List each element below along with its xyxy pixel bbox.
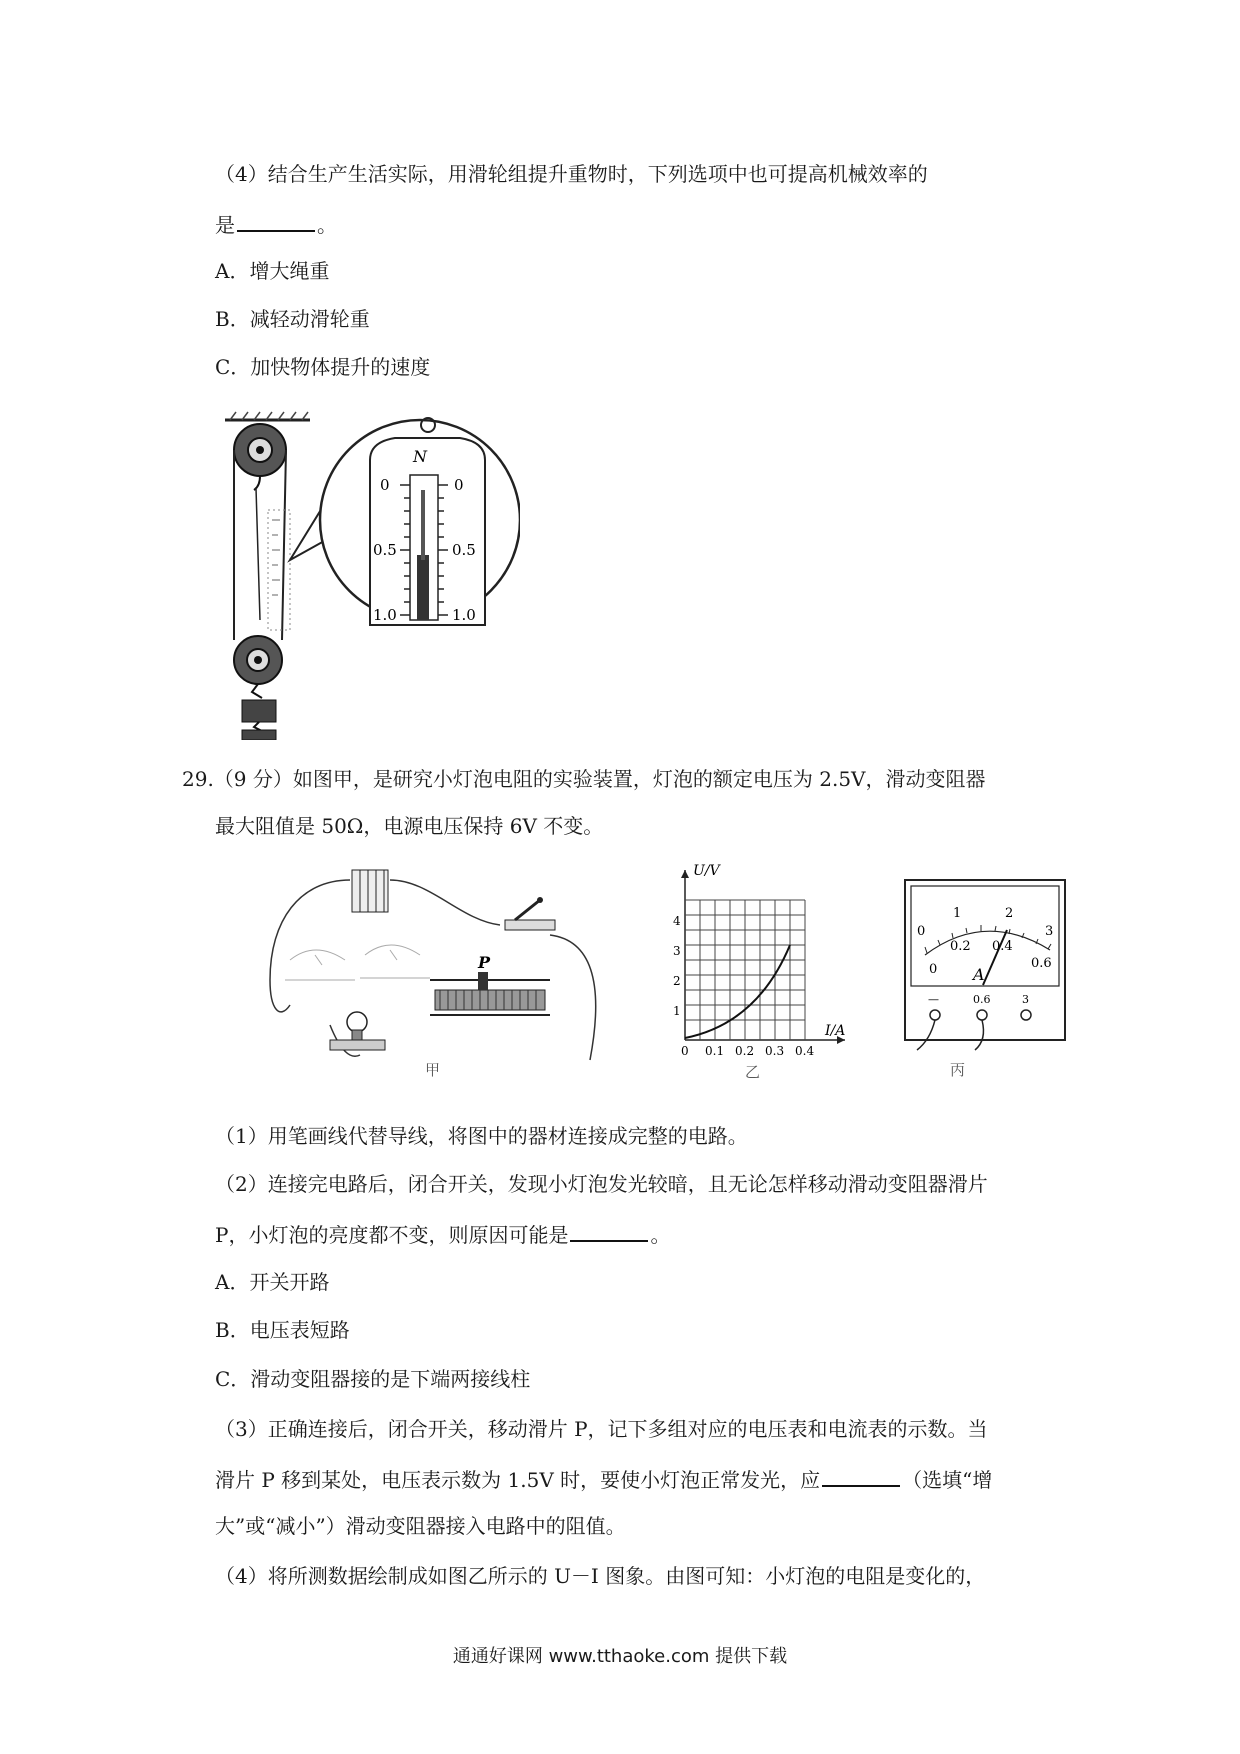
scale-tick-label: 0: [380, 476, 390, 494]
graph-xtick: 0.1: [705, 1044, 725, 1058]
rheostat: [430, 972, 550, 1015]
graph-grid: [685, 900, 805, 1040]
graph-xtick: 0.2: [735, 1044, 755, 1058]
voltmeter: [285, 950, 355, 980]
battery: [352, 870, 388, 912]
q28-part4-line2-post: 。: [317, 213, 337, 237]
scale-tick-label: 0.5: [373, 541, 397, 559]
ammeter-small: [360, 945, 430, 978]
ammeter-top-tick: 0: [917, 924, 926, 939]
scale-tick-label: 1.0: [452, 606, 476, 624]
ammeter-terminal: [1021, 1010, 1031, 1020]
q29-part2-line2-pre: P，小灯泡的亮度都不变，则原因可能是: [215, 1223, 569, 1247]
q29-part3-line2: [215, 1463, 992, 1494]
q29-p2-option-b: B．电压表短路: [215, 1318, 350, 1342]
q28-option-c: C．加快物体提升的速度: [215, 355, 431, 379]
ui-curve: [685, 945, 790, 1038]
q29-part3-line2-post: （选填“增: [902, 1468, 993, 1492]
scale-tick-label: 0: [454, 476, 464, 494]
graph-ytick: 2: [673, 974, 681, 988]
answer-blank: [237, 208, 315, 232]
q29-part3-line1: （3）正确连接后，闭合开关，移动滑片 P，记下多组对应的电压表和电流表的示数。当: [215, 1417, 988, 1441]
ammeter-bottom-tick: 0.2: [950, 939, 971, 954]
graph-xtick: 0: [681, 1044, 689, 1058]
q29-part1: （1）用笔画线代替导线，将图中的器材连接成完整的电路。: [215, 1124, 748, 1148]
scale-tick-label: 0.5: [452, 541, 476, 559]
ammeter-terminal-label: —: [928, 993, 939, 1006]
q28-part4-line2: [215, 208, 337, 239]
ui-graph-yi: [665, 855, 865, 1080]
ammeter-bottom-tick: 0.4: [992, 939, 1013, 954]
graph-ytick: 3: [673, 944, 681, 958]
ammeter-top-tick: 3: [1045, 924, 1054, 939]
q29-stem-line2: 最大阻值是 50Ω，电源电压保持 6V 不变。: [215, 814, 604, 838]
q28-part4-line2-pre: 是: [215, 213, 235, 237]
circuit-figure-jia: [260, 860, 640, 1080]
ammeter-top-tick: 1: [953, 906, 962, 921]
lamp: [330, 1012, 385, 1050]
answer-blank: [822, 1463, 900, 1487]
q28-option-b: B．减轻动滑轮重: [215, 307, 370, 331]
ammeter-bottom-tick: 0.6: [1031, 956, 1052, 971]
graph-xtick: 0.3: [765, 1044, 785, 1058]
ammeter-top-tick: 2: [1005, 906, 1014, 921]
q28-option-a: A．增大绳重: [215, 259, 330, 283]
slider-label: P: [478, 953, 491, 972]
answer-blank: [570, 1218, 648, 1242]
switch: [505, 897, 555, 930]
q29-stem-line1: 29.（9 分）如图甲，是研究小灯泡电阻的实验装置，灯泡的额定电压为 2.5V，滑动变阻器: [182, 767, 986, 791]
graph-ylabel: U/V: [693, 863, 720, 879]
ammeter-terminal: [930, 1010, 940, 1020]
weight-block: [242, 700, 276, 722]
q29-p2-option-c: C．滑动变阻器接的是下端两接线柱: [215, 1367, 531, 1391]
scale-unit: N: [413, 447, 427, 466]
ammeter-terminal: [977, 1010, 987, 1020]
ammeter-unit: A: [973, 965, 985, 984]
ammeter-bottom-tick: 0: [929, 962, 938, 977]
figure-label-bing: 丙: [950, 1061, 966, 1079]
q29-part3-line3: 大”或“减小”）滑动变阻器接入电路中的阻值。: [215, 1514, 626, 1538]
graph-ytick: 4: [673, 914, 681, 928]
q29-part2-line2-post: 。: [650, 1223, 671, 1247]
q28-part4-line1: （4）结合生产生活实际，用滑轮组提升重物时，下列选项中也可提高机械效率的: [215, 162, 928, 186]
q29-part4-line1: （4）将所测数据绘制成如图乙所示的 U－I 图象。由图可知：小灯泡的电阻是变化的，: [215, 1564, 986, 1588]
ammeter-figure-bing: [895, 875, 1075, 1085]
ammeter-terminal-label: 0.6: [973, 993, 991, 1006]
weight-block: [242, 730, 276, 740]
q29-part2-line1: （2）连接完电路后，闭合开关，发现小灯泡发光较暗，且无论怎样移动滑动变阻器滑片: [215, 1172, 988, 1196]
scale-tick-label: 1.0: [373, 606, 397, 624]
graph-ytick: 1: [673, 1004, 681, 1018]
q29-part3-line2-pre: 滑片 P 移到某处，电压表示数为 1.5V 时，要使小灯泡正常发光，应: [215, 1468, 821, 1492]
figure-label-jia: 甲: [425, 1061, 441, 1079]
pulley-figure: [220, 410, 520, 740]
page-footer: 通通好课网 www.tthaoke.com 提供下载: [452, 1646, 788, 1667]
q29-part2-line2: [215, 1218, 670, 1249]
q29-p2-option-a: A．开关开路: [215, 1270, 330, 1294]
ammeter-terminal-label: 3: [1022, 993, 1029, 1006]
graph-xlabel: I/A: [825, 1023, 846, 1039]
figure-label-yi: 乙: [745, 1063, 761, 1080]
graph-xtick: 0.4: [795, 1044, 815, 1058]
